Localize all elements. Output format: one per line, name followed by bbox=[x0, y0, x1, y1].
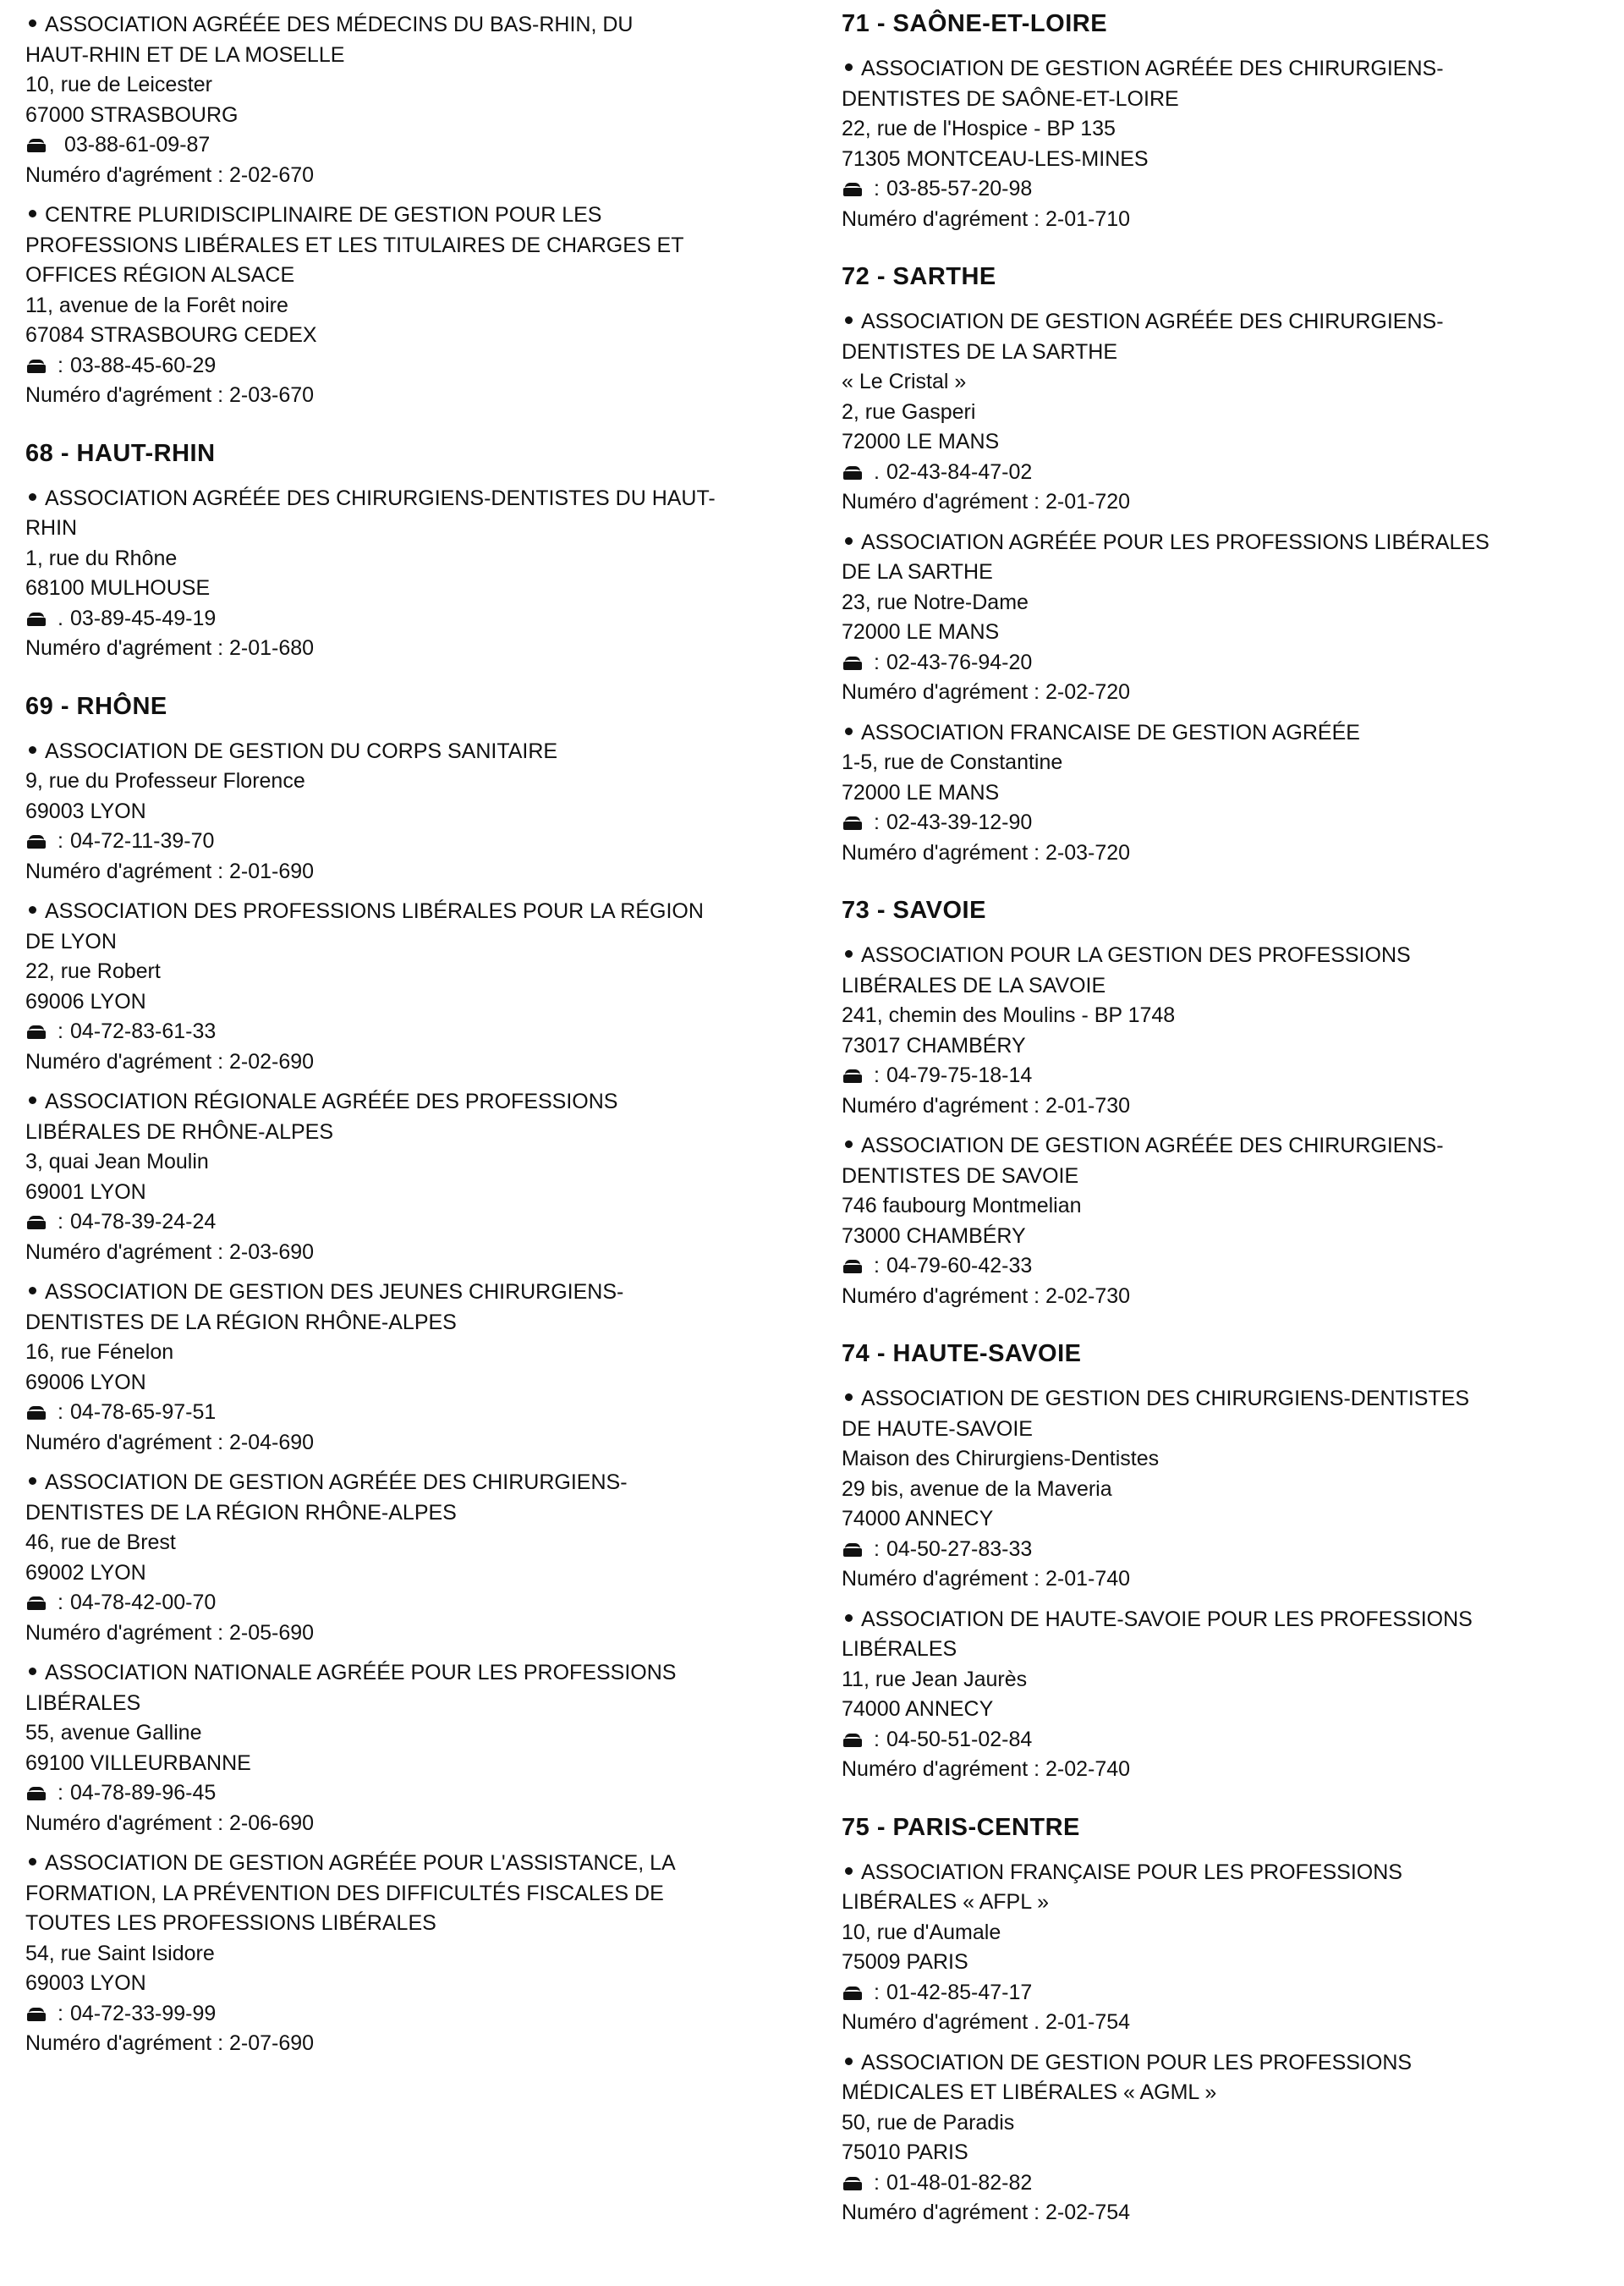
entry-name-line bbox=[842, 1605, 1473, 1635]
directory-entry bbox=[25, 1658, 812, 1838]
entry-name-line bbox=[25, 897, 704, 927]
address-line: 69002 LYON bbox=[25, 1560, 146, 1585]
phone-separator: : bbox=[58, 1400, 63, 1424]
directory-entry bbox=[25, 484, 812, 664]
entry-name-text: LIBÉRALES DE LA SAVOIE bbox=[842, 973, 1106, 997]
bullet-icon bbox=[845, 537, 853, 545]
directory-entry bbox=[25, 1849, 812, 2059]
phone-number: 04-78-89-96-45 bbox=[69, 1781, 217, 1805]
entry-name-text: PROFESSIONS LIBÉRALES ET LES TITULAIRES DE CHARGES ET bbox=[25, 233, 684, 257]
department-heading: 69 - RHÔNE bbox=[25, 692, 167, 720]
address-line: 69006 LYON bbox=[25, 1370, 146, 1394]
directory-entry bbox=[842, 307, 1607, 518]
address-line: 16, rue Fénelon bbox=[25, 1340, 174, 1364]
agrement-number: Numéro d'agrément : 2-03-720 bbox=[842, 840, 1131, 865]
bullet-icon bbox=[845, 316, 853, 324]
address-line: 73017 CHAMBÉRY bbox=[842, 1033, 1026, 1058]
bullet-icon bbox=[29, 19, 36, 27]
entry-name-line bbox=[842, 307, 1444, 338]
agrement-number: Numéro d'agrément : 2-01-730 bbox=[842, 1093, 1131, 1118]
phone-line bbox=[25, 1398, 216, 1428]
entry-name-text: ASSOCIATION DE GESTION AGRÉÉE DES CHIRURGIENS- bbox=[861, 310, 1444, 333]
entry-name-text: DENTISTES DE SAVOIE bbox=[842, 1163, 1079, 1188]
phone-separator: : bbox=[58, 829, 63, 853]
phone-number: 02-43-39-12-90 bbox=[886, 811, 1033, 834]
address-line: 46, rue de Brest bbox=[25, 1530, 176, 1554]
phone-separator: : bbox=[874, 1980, 880, 2004]
entry-name-line bbox=[25, 201, 601, 231]
phone-line bbox=[842, 1725, 1032, 1756]
entry-name-text: ASSOCIATION FRANÇAISE POUR LES PROFESSIONS bbox=[861, 1860, 1402, 1884]
directory-entry bbox=[25, 201, 812, 411]
telephone-icon bbox=[843, 816, 862, 830]
entry-name-line bbox=[842, 2078, 1216, 2108]
bullet-icon bbox=[845, 2058, 853, 2065]
entry-name-line bbox=[842, 1162, 1078, 1192]
agrement-number: Numéro d'agrément : 2-06-690 bbox=[25, 1811, 315, 1835]
address-line: 11, rue Jean Jaurès bbox=[842, 1667, 1028, 1691]
address-line: 75010 PARIS bbox=[842, 2140, 968, 2164]
bullet-icon bbox=[29, 1096, 36, 1104]
entry-name-text: ASSOCIATION DE GESTION AGRÉÉE DES CHIRURGIENS- bbox=[45, 1470, 628, 1494]
entry-name-text: HAUT-RHIN ET DE LA MOSELLE bbox=[25, 42, 345, 67]
phone-number: 04-78-65-97-51 bbox=[69, 1400, 217, 1424]
phone-number: 04-78-42-00-70 bbox=[69, 1591, 217, 1614]
directory-entry bbox=[842, 2048, 1607, 2228]
entry-name-line bbox=[25, 41, 344, 71]
phone-separator: . bbox=[874, 459, 880, 484]
address-line: 69006 LYON bbox=[25, 989, 146, 1014]
bullet-icon bbox=[29, 746, 36, 754]
address-line: 69100 VILLEURBANNE bbox=[25, 1750, 251, 1775]
entry-name-text: DE HAUTE-SAVOIE bbox=[842, 1416, 1033, 1441]
telephone-icon bbox=[27, 613, 46, 626]
agrement-number: Numéro d'agrément : 2-02-754 bbox=[842, 2201, 1131, 2224]
phone-number: 04-79-75-18-14 bbox=[886, 1063, 1033, 1087]
entry-name-line bbox=[25, 1498, 457, 1529]
department-heading: 71 - SAÔNE-ET-LOIRE bbox=[842, 10, 1108, 37]
entry-name-text: ASSOCIATION DE GESTION AGRÉÉE DES CHIRURGIENS- bbox=[861, 57, 1444, 80]
agrement-number: Numéro d'agrément : 2-02-690 bbox=[25, 1049, 315, 1074]
bullet-icon bbox=[29, 1668, 36, 1675]
phone-separator: : bbox=[874, 1254, 880, 1278]
address-line: 68100 MULHOUSE bbox=[25, 576, 211, 600]
phone-number: 04-50-51-02-84 bbox=[886, 1727, 1033, 1751]
phone-line bbox=[25, 1588, 216, 1618]
phone-separator: : bbox=[874, 177, 880, 201]
entry-name-text: ASSOCIATION FRANCAISE DE GESTION AGRÉÉE bbox=[861, 720, 1360, 745]
phone-number: 02-43-84-47-02 bbox=[886, 459, 1033, 484]
phone-line bbox=[25, 1017, 216, 1047]
agrement-number: Numéro d'agrément : 2-01-740 bbox=[842, 1567, 1131, 1591]
entry-name-line bbox=[25, 1278, 623, 1308]
entry-name-line bbox=[25, 1468, 628, 1498]
entry-name-text: ASSOCIATION DE GESTION POUR LES PROFESSIONS bbox=[861, 2050, 1413, 2074]
telephone-icon bbox=[27, 1406, 46, 1420]
entry-name-line bbox=[25, 737, 557, 767]
agrement-number: Numéro d'agrément : 2-02-670 bbox=[25, 162, 315, 187]
directory-entry bbox=[842, 54, 1607, 234]
directory-entry bbox=[25, 1468, 812, 1648]
phone-number: 01-48-01-82-82 bbox=[886, 2170, 1033, 2195]
entry-name-text: ASSOCIATION AGRÉÉE DES MÉDECINS DU BAS-RHIN, DU bbox=[45, 13, 634, 36]
address-line: 69003 LYON bbox=[25, 1971, 146, 1995]
phone-line bbox=[842, 1978, 1032, 2008]
address-line: 29 bis, avenue de la Maveria bbox=[842, 1476, 1112, 1501]
address-line: 55, avenue Galline bbox=[25, 1721, 202, 1745]
entry-name-text: LIBÉRALES DE RHÔNE-ALPES bbox=[25, 1119, 334, 1144]
bullet-icon bbox=[29, 493, 36, 501]
phone-number: 04-72-83-61-33 bbox=[69, 1019, 217, 1043]
address-line: 241, chemin des Moulins - BP 1748 bbox=[842, 1003, 1176, 1027]
entry-name-text: MÉDICALES ET LIBÉRALES « AGML » bbox=[842, 2080, 1217, 2104]
address-line: 746 faubourg Montmelian bbox=[842, 1194, 1082, 1217]
address-line: 22, rue Robert bbox=[25, 959, 161, 983]
agrement-number: Numéro d'agrément : 2-02-740 bbox=[842, 1757, 1131, 1781]
entry-name-text: ASSOCIATION AGRÉÉE POUR LES PROFESSIONS LIBÉRALES bbox=[861, 530, 1490, 554]
entry-name-text: DENTISTES DE SAÔNE-ET-LOIRE bbox=[842, 86, 1179, 111]
entry-name-text: ASSOCIATION AGRÉÉE DES CHIRURGIENS-DENTISTES DU HAUT- bbox=[45, 486, 716, 510]
entry-name-line bbox=[842, 2048, 1412, 2079]
entry-name-text: ASSOCIATION DE GESTION AGRÉÉE POUR L'ASSISTANCE, LA bbox=[45, 1851, 676, 1875]
entry-name-line bbox=[25, 231, 683, 261]
telephone-icon bbox=[843, 1069, 862, 1083]
department-heading: 75 - PARIS-CENTRE bbox=[842, 1813, 1080, 1841]
address-line: 1-5, rue de Constantine bbox=[842, 750, 1063, 774]
phone-number: 04-72-11-39-70 bbox=[69, 829, 215, 853]
entry-name-line bbox=[25, 1118, 333, 1148]
directory-entry bbox=[25, 737, 812, 887]
phone-line bbox=[842, 1251, 1032, 1282]
directory-entry bbox=[842, 1131, 1607, 1311]
directory-entry bbox=[842, 528, 1607, 708]
address-line: 72000 LE MANS bbox=[842, 430, 1000, 453]
agrement-number: Numéro d'agrément : 2-05-690 bbox=[25, 1620, 315, 1645]
agrement-number: Numéro d'agrément : 2-01-680 bbox=[25, 636, 315, 660]
address-line: Maison des Chirurgiens-Dentistes bbox=[842, 1447, 1160, 1470]
telephone-icon bbox=[843, 2177, 862, 2190]
entry-name-line bbox=[25, 514, 77, 544]
entry-name-text: DENTISTES DE LA SARTHE bbox=[842, 339, 1118, 364]
phone-number: 01-42-85-47-17 bbox=[886, 1980, 1033, 2004]
entry-name-line bbox=[25, 1879, 664, 1910]
address-line: 3, quai Jean Moulin bbox=[25, 1150, 209, 1173]
address-line: 69001 LYON bbox=[25, 1179, 146, 1204]
address-line: 71305 MONTCEAU-LES-MINES bbox=[842, 146, 1149, 171]
address-line: 11, avenue de la Forêt noire bbox=[25, 293, 288, 317]
address-line: 69003 LYON bbox=[25, 799, 146, 823]
entry-name-text: ASSOCIATION DE GESTION AGRÉÉE DES CHIRURGIENS- bbox=[861, 1134, 1444, 1157]
entry-name-text: ASSOCIATION NATIONALE AGRÉÉE POUR LES PROFESSIONS bbox=[45, 1661, 677, 1684]
bullet-icon bbox=[845, 63, 853, 71]
address-line: 9, rue du Professeur Florence bbox=[25, 769, 305, 793]
bullet-icon bbox=[845, 950, 853, 958]
bullet-icon bbox=[845, 728, 853, 735]
entry-name-line bbox=[25, 1849, 676, 1879]
directory-entry bbox=[25, 1087, 812, 1267]
entry-name-line bbox=[842, 85, 1179, 115]
entry-name-line bbox=[25, 1689, 140, 1719]
entry-name-text: ASSOCIATION DE HAUTE-SAVOIE POUR LES PROFESSIONS bbox=[861, 1607, 1473, 1631]
directory-entry bbox=[842, 718, 1607, 869]
phone-separator: : bbox=[874, 1063, 880, 1087]
agrement-number: Numéro d'agrément : 2-04-690 bbox=[25, 1430, 315, 1454]
entry-name-line bbox=[842, 1384, 1469, 1415]
address-line: 10, rue d'Aumale bbox=[842, 1920, 1001, 1944]
entry-name-text: ASSOCIATION POUR LA GESTION DES PROFESSIONS bbox=[861, 943, 1411, 967]
directory-entry bbox=[842, 941, 1607, 1121]
phone-line bbox=[25, 1999, 216, 2030]
address-line: 67000 STRASBOURG bbox=[25, 102, 239, 127]
phone-line bbox=[842, 1061, 1032, 1091]
phone-line bbox=[842, 458, 1032, 488]
bullet-icon bbox=[29, 1477, 36, 1485]
entry-name-text: OFFICES RÉGION ALSACE bbox=[25, 263, 295, 287]
entry-name-text: ASSOCIATION DE GESTION DU CORPS SANITAIRE bbox=[45, 739, 558, 763]
phone-separator: : bbox=[58, 353, 63, 377]
phone-separator: : bbox=[58, 1781, 63, 1805]
phone-separator: . bbox=[58, 606, 63, 630]
telephone-icon bbox=[843, 183, 862, 196]
telephone-icon bbox=[843, 1734, 862, 1747]
phone-line bbox=[25, 827, 214, 857]
telephone-icon bbox=[27, 1216, 46, 1229]
directory-entry bbox=[842, 1858, 1607, 2038]
address-line: 22, rue de l'Hospice - BP 135 bbox=[842, 117, 1116, 140]
bullet-icon bbox=[845, 1393, 853, 1401]
address-line: 67084 STRASBOURG CEDEX bbox=[25, 323, 317, 347]
entry-name-line bbox=[842, 528, 1490, 558]
agrement-number: Numéro d'agrément . 2-01-754 bbox=[842, 2010, 1131, 2034]
entry-name-line bbox=[25, 10, 633, 41]
phone-separator: : bbox=[58, 1210, 63, 1234]
phone-line bbox=[25, 351, 216, 382]
phone-line bbox=[842, 1535, 1032, 1565]
phone-line bbox=[842, 808, 1032, 838]
telephone-icon bbox=[843, 466, 862, 480]
telephone-icon bbox=[27, 2008, 46, 2021]
phone-number: 02-43-76-94-20 bbox=[886, 650, 1033, 674]
agrement-number: Numéro d'agrément : 2-01-720 bbox=[842, 490, 1131, 514]
phone-separator: : bbox=[874, 650, 880, 674]
entry-name-line bbox=[25, 1087, 617, 1118]
address-line: 10, rue de Leicester bbox=[25, 73, 212, 96]
bullet-icon bbox=[845, 1614, 853, 1622]
address-line: 50, rue de Paradis bbox=[842, 2110, 1015, 2135]
entry-name-line bbox=[842, 1415, 1033, 1445]
phone-number: 03-85-57-20-98 bbox=[886, 177, 1033, 201]
entry-name-text: RHIN bbox=[25, 516, 78, 540]
entry-name-line bbox=[25, 484, 716, 514]
entry-name-line bbox=[842, 1131, 1444, 1162]
address-line: 72000 LE MANS bbox=[842, 620, 1000, 644]
phone-separator: : bbox=[58, 2001, 63, 2025]
entry-name-text: ASSOCIATION RÉGIONALE AGRÉÉE DES PROFESSIONS bbox=[45, 1090, 618, 1113]
entry-name-text: LIBÉRALES « AFPL » bbox=[842, 1890, 1050, 1914]
entry-name-line bbox=[842, 1858, 1402, 1888]
phone-number: 04-50-27-83-33 bbox=[886, 1536, 1033, 1561]
phone-line bbox=[842, 648, 1032, 679]
entry-name-line bbox=[842, 558, 993, 588]
department-heading: 74 - HAUTE-SAVOIE bbox=[842, 1340, 1082, 1367]
entry-name-line bbox=[25, 1909, 436, 1939]
agrement-number: Numéro d'agrément : 2-01-710 bbox=[842, 206, 1131, 231]
entry-name-line bbox=[25, 1308, 457, 1338]
entry-name-line bbox=[842, 1635, 957, 1665]
address-line: 73000 CHAMBÉRY bbox=[842, 1223, 1026, 1248]
address-line: 54, rue Saint Isidore bbox=[25, 1941, 215, 1965]
entry-name-text: LIBÉRALES bbox=[25, 1690, 141, 1715]
phone-line bbox=[25, 1778, 216, 1809]
phone-number: 03-88-61-09-87 bbox=[64, 133, 211, 157]
telephone-icon bbox=[843, 1987, 862, 2000]
entry-name-line bbox=[842, 54, 1444, 85]
directory-entry bbox=[25, 897, 812, 1077]
entry-name-line bbox=[842, 971, 1106, 1002]
agrement-number: Numéro d'agrément : 2-07-690 bbox=[25, 2031, 315, 2055]
entry-name-text: LIBÉRALES bbox=[842, 1637, 957, 1661]
phone-separator: : bbox=[58, 1019, 63, 1043]
entry-name-line bbox=[25, 927, 117, 958]
entry-name-text: FORMATION, LA PRÉVENTION DES DIFFICULTÉS FISCALES DE bbox=[25, 1881, 664, 1905]
phone-separator: : bbox=[874, 1727, 880, 1751]
agrement-number: Numéro d'agrément : 2-02-730 bbox=[842, 1283, 1131, 1308]
phone-line bbox=[25, 130, 210, 161]
address-line: 23, rue Notre-Dame bbox=[842, 590, 1029, 614]
phone-line bbox=[842, 174, 1032, 205]
bullet-icon bbox=[29, 906, 36, 914]
entry-name-text: ASSOCIATION DE GESTION DES JEUNES CHIRURGIENS- bbox=[45, 1280, 624, 1304]
bullet-icon bbox=[845, 1867, 853, 1875]
telephone-icon bbox=[27, 360, 46, 373]
phone-number: 03-88-45-60-29 bbox=[69, 353, 217, 377]
address-line: 72000 LE MANS bbox=[842, 780, 1000, 805]
entry-name-line bbox=[842, 1888, 1049, 1918]
phone-number: 04-78-39-24-24 bbox=[69, 1210, 217, 1234]
phone-line bbox=[25, 1207, 216, 1238]
directory-entry bbox=[25, 1278, 812, 1458]
address-line: 74000 ANNECY bbox=[842, 1507, 994, 1530]
department-heading: 73 - SAVOIE bbox=[842, 897, 986, 924]
bullet-icon bbox=[29, 1287, 36, 1294]
address-line: 1, rue du Rhône bbox=[25, 546, 178, 570]
phone-separator: : bbox=[58, 1591, 63, 1614]
entry-name-text: ASSOCIATION DES PROFESSIONS LIBÉRALES POUR LA RÉGION bbox=[45, 899, 704, 923]
phone-separator: : bbox=[874, 1536, 880, 1561]
entry-name-line bbox=[25, 1658, 676, 1689]
phone-number: 03-89-45-49-19 bbox=[69, 606, 217, 630]
entry-name-text: CENTRE PLURIDISCIPLINAIRE DE GESTION POUR LES bbox=[45, 203, 602, 227]
entry-name-line bbox=[842, 718, 1360, 749]
entry-name-line bbox=[25, 261, 294, 291]
entry-name-line bbox=[842, 338, 1117, 368]
agrement-number: Numéro d'agrément : 2-01-690 bbox=[25, 859, 315, 883]
department-heading: 68 - HAUT-RHIN bbox=[25, 439, 216, 467]
phone-line bbox=[842, 2168, 1032, 2199]
telephone-icon bbox=[843, 1260, 862, 1273]
phone-separator: : bbox=[874, 2170, 880, 2195]
agrement-number: Numéro d'agrément : 2-02-720 bbox=[842, 680, 1131, 704]
address-line: 75009 PARIS bbox=[842, 1950, 968, 1974]
entry-name-text: DE LA SARTHE bbox=[842, 560, 993, 584]
phone-number: 04-72-33-99-99 bbox=[69, 2001, 217, 2025]
bullet-icon bbox=[29, 210, 36, 217]
telephone-icon bbox=[843, 1543, 862, 1557]
directory-entry bbox=[842, 1384, 1607, 1595]
bullet-icon bbox=[845, 1140, 853, 1148]
telephone-icon bbox=[27, 1596, 46, 1610]
telephone-icon bbox=[27, 835, 46, 849]
agrement-number: Numéro d'agrément : 2-03-670 bbox=[25, 383, 315, 407]
bullet-icon bbox=[29, 1858, 36, 1866]
phone-number: 04-79-60-42-33 bbox=[886, 1254, 1033, 1278]
directory-entry bbox=[25, 10, 812, 190]
entry-name-text: DENTISTES DE LA RÉGION RHÔNE-ALPES bbox=[25, 1310, 457, 1334]
entry-name-text: DE LYON bbox=[25, 929, 117, 953]
telephone-icon bbox=[27, 139, 46, 152]
department-heading: 72 - SARTHE bbox=[842, 263, 996, 290]
entry-name-line bbox=[842, 941, 1411, 971]
entry-name-text: ASSOCIATION DE GESTION DES CHIRURGIENS-DENTISTES bbox=[861, 1387, 1470, 1410]
telephone-icon bbox=[27, 1787, 46, 1800]
phone-separator: : bbox=[874, 811, 880, 834]
entry-name-text: TOUTES LES PROFESSIONS LIBÉRALES bbox=[25, 1911, 436, 1935]
directory-entry bbox=[842, 1605, 1607, 1785]
agrement-number: Numéro d'agrément : 2-03-690 bbox=[25, 1239, 315, 1264]
telephone-icon bbox=[27, 1025, 46, 1039]
address-line: 2, rue Gasperi bbox=[842, 399, 976, 424]
telephone-icon bbox=[843, 657, 862, 670]
entry-name-text: DENTISTES DE LA RÉGION RHÔNE-ALPES bbox=[25, 1500, 457, 1525]
address-line: « Le Cristal » bbox=[842, 370, 967, 393]
address-line: 74000 ANNECY bbox=[842, 1697, 994, 1721]
phone-line bbox=[25, 604, 216, 635]
